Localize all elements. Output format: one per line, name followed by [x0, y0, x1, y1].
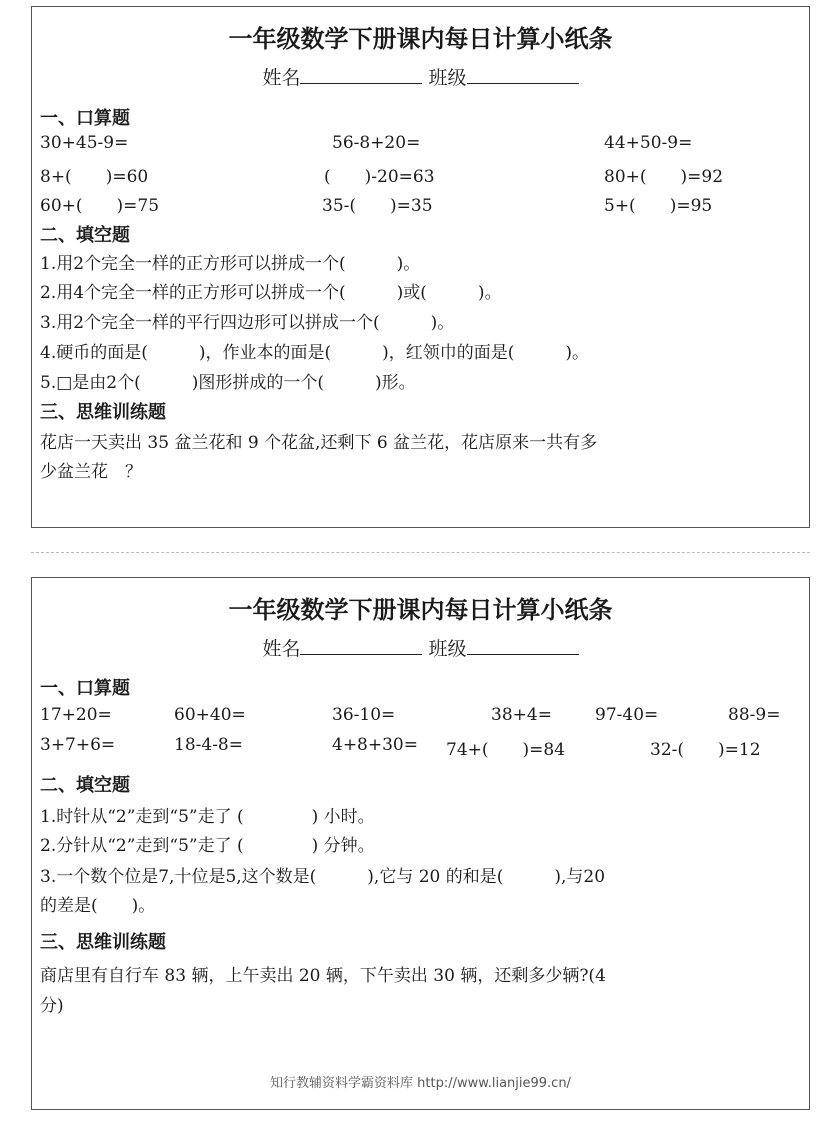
section-oral-title: 一、口算题: [40, 678, 130, 699]
oral-item: 74+( )=84: [446, 740, 566, 760]
oral-item: 35-( )=35: [322, 196, 433, 216]
oral-item: 5+( )=95: [604, 196, 713, 216]
oral-item: 44+50-9=: [604, 133, 693, 153]
oral-item: 80+( )=92: [604, 167, 724, 187]
name-blank[interactable]: [300, 65, 422, 84]
sheet-title: 一年级数学下册课内每日计算小纸条: [228, 596, 613, 624]
oral-item: 56-8+20=: [332, 133, 421, 153]
thinking-line: 分): [40, 996, 64, 1016]
sheet-title: 一年级数学下册课内每日计算小纸条: [228, 25, 613, 53]
fill-item: 3.一个数个位是7,十位是5,这个数是( ),它与 20 的和是( ),与20: [40, 867, 606, 887]
section-oral-title: 一、口算题: [40, 108, 130, 129]
fill-item: 的差是( )。: [40, 896, 156, 916]
class-label: 班级: [428, 67, 467, 89]
class-blank[interactable]: [467, 65, 579, 84]
oral-item: 88-9=: [728, 705, 781, 725]
fill-item: 1.用2个完全一样的正方形可以拼成一个( )。: [40, 254, 421, 274]
footer-source: 知行教辅资料学霸资料库 http://www.lianjie99.cn/: [270, 1076, 571, 1091]
class-blank[interactable]: [467, 636, 579, 655]
oral-item: 17+20=: [40, 705, 112, 725]
name-class-row: [32, 63, 809, 90]
thinking-line: 商店里有自行车 83 辆，上午卖出 20 辆，下午卖出 30 辆，还剩多少辆?(4: [40, 966, 606, 986]
fill-item: 1.时针从“2”走到“5”走了 ( ) 小时。: [40, 807, 375, 827]
oral-item: 18-4-8=: [174, 735, 243, 755]
class-label: 班级: [428, 638, 467, 660]
section-fill-title: 二、填空题: [40, 775, 130, 796]
fill-item: 5.□是由2个( )图形拼成的一个( )形。: [40, 373, 416, 393]
fill-item: 2.用4个完全一样的正方形可以拼成一个( )或( )。: [40, 283, 502, 303]
oral-item: 60+40=: [174, 705, 246, 725]
name-label: 姓名: [262, 67, 301, 89]
fill-item: 2.分针从“2”走到“5”走了 ( ) 分钟。: [40, 836, 375, 856]
dashed-divider: [31, 552, 810, 553]
oral-item: 97-40=: [595, 705, 659, 725]
oral-item: 3+7+6=: [40, 735, 116, 755]
oral-item: 4+8+30=: [332, 735, 418, 755]
section-thinking-title: 三、思维训练题: [40, 402, 166, 423]
oral-item: 32-( )=12: [650, 740, 761, 760]
name-blank[interactable]: [300, 636, 422, 655]
oral-item: 30+45-9=: [40, 133, 129, 153]
section-fill-title: 二、填空题: [40, 225, 130, 246]
name-label: 姓名: [262, 638, 301, 660]
oral-item: 38+4=: [491, 705, 552, 725]
fill-item: 3.用2个完全一样的平行四边形可以拼成一个( )。: [40, 313, 455, 333]
name-class-row: [32, 634, 809, 661]
thinking-line: 花店一天卖出 35 盆兰花和 9 个花盆,还剩下 6 盆兰花，花店原来一共有多: [40, 433, 598, 453]
oral-item: 36-10=: [332, 705, 396, 725]
oral-item: 60+( )=75: [40, 196, 160, 216]
worksheet-1: [31, 6, 810, 528]
oral-item: 8+( )=60: [40, 167, 149, 187]
worksheet-2: [31, 577, 810, 1110]
fill-item: 4.硬币的面是( )，作业本的面是( )，红领巾的面是( )。: [40, 343, 590, 363]
oral-item: ( )-20=63: [324, 167, 435, 187]
thinking-line: 少盆兰花 ？: [40, 462, 142, 482]
section-thinking-title: 三、思维训练题: [40, 932, 166, 953]
